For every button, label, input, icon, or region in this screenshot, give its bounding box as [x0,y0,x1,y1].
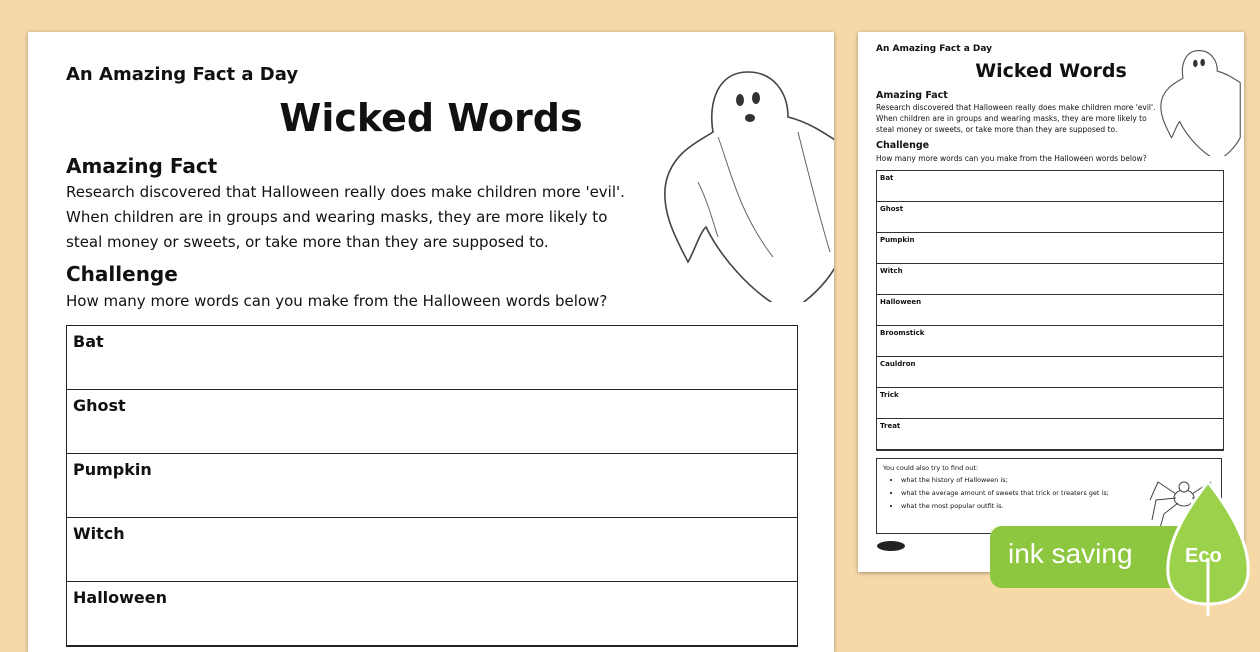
preview-fact-heading: Amazing Fact [876,90,948,101]
ghost-icon [658,62,834,302]
ink-saving-text: ink saving [1008,538,1133,569]
series-title: An Amazing Fact a Day [66,64,299,85]
preview-title: Wicked Words [975,60,1127,82]
preview-word-row: Halloween [877,295,1223,326]
preview-fact-line: When children are in groups and wearing masks, they are more likely to [876,114,1147,123]
word-row[interactable]: Pumpkin [67,454,797,518]
preview-word-row: Treat [877,419,1223,450]
preview-word-row: Witch [877,264,1223,295]
preview-fact-line: Research discovered that Halloween really does make children more 'evil'. [876,103,1156,112]
fact-line: When children are in groups and wearing masks, they are more likely to [66,208,608,226]
preview-challenge-prompt: How many more words can you make from the Halloween words below? [876,154,1147,163]
preview-word-row: Broomstick [877,326,1223,357]
challenge-heading: Challenge [66,262,178,286]
word-row[interactable]: Halloween [67,582,797,646]
preview-fact-line: steal money or sweets, or take more than they are supposed to. [876,125,1118,134]
preview-series-title: An Amazing Fact a Day [876,44,993,54]
preview-challenge-heading: Challenge [876,140,930,151]
fact-text [66,180,666,255]
fact-heading: Amazing Fact [66,154,218,178]
preview-word-row: Bat [877,171,1223,202]
word-table [66,325,798,647]
preview-fact-text [876,102,1156,135]
word-row[interactable]: Witch [67,518,797,582]
preview-extra-item: • what the average amount of sweets that trick or treaters get is; [901,489,1215,497]
preview-ghost-icon [1154,46,1244,156]
word-row[interactable]: Ghost [67,390,797,454]
logo-icon [876,540,906,552]
preview-word-table [876,170,1224,451]
fact-line: Research discovered that Halloween really does make children more 'evil'. [66,183,625,201]
worksheet-main [28,32,834,652]
challenge-prompt: How many more words can you make from the Halloween words below? [66,292,608,310]
preview-extra-item: • what the history of Halloween is; [901,476,1215,484]
preview-word-row: Ghost [877,202,1223,233]
word-row[interactable]: Bat [67,326,797,390]
preview-extra-intro: You could also try to find out: [883,464,979,472]
worksheet-title: Wicked Words [279,96,583,140]
preview-word-row: Cauldron [877,357,1223,388]
eco-label: Eco [1185,545,1222,567]
fact-line: steal money or sweets, or take more than they are supposed to. [66,233,549,251]
preview-extra-item: • what the most popular outfit is. [901,502,1215,510]
preview-word-row: Pumpkin [877,233,1223,264]
preview-word-row: Trick [877,388,1223,419]
